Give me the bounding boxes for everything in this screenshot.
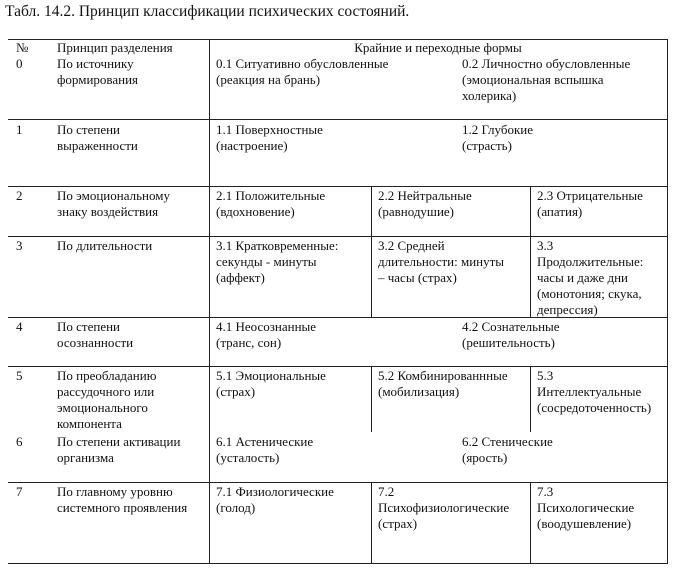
row-principle: По длительности (57, 238, 153, 253)
row-num: 4 (16, 319, 23, 334)
table-border-bottom (8, 563, 668, 564)
row-principle: По эмоциональному знаку воздействия (57, 188, 170, 219)
row-num: 2 (16, 188, 23, 203)
form-cell: 3.1 Кратковременные: секунды - минуты (аффект) (216, 238, 339, 285)
form-cell: 2.3 Отрицательные (апатия) (537, 188, 643, 219)
table-title: Табл. 14.2. Принцип классификации психических состояний. (5, 3, 410, 20)
row-principle: По степени активации организма (57, 434, 181, 465)
form-cell: 1.2 Глубокие (страсть) (462, 122, 534, 153)
form-cell: 1.1 Поверхностные (настроение) (216, 122, 323, 153)
form-cell: 7.2 Психофизиологические (страх) (378, 484, 510, 531)
row-num: 1 (16, 122, 23, 137)
form-cell: 7.3 Психологические (воодушевление) (537, 484, 635, 531)
form-cell: 0.2 Личностно обусловленные (эмоциональная вспышка холерика) (462, 56, 631, 103)
column-divider (209, 39, 210, 564)
form-cell: 6.2 Стенические (ярость) (462, 434, 553, 465)
row-num: 0 (16, 56, 23, 71)
column-divider (371, 482, 372, 563)
row-principle: По степени выраженности (57, 122, 138, 153)
row-num: 7 (16, 484, 23, 499)
row-divider (8, 236, 668, 237)
row-principle: По источнику формирования (57, 56, 139, 87)
row-num: 3 (16, 238, 23, 253)
form-cell: 5.2 Комбинированнные (мобилизация) (378, 368, 508, 399)
form-cell: 6.1 Астенические (усталость) (216, 434, 314, 465)
form-cell: 4.2 Сознательные (решительность) (462, 319, 560, 350)
row-num: 5 (16, 368, 23, 383)
form-cell: 5.3 Интеллектуальные (сосредоточенность) (537, 368, 652, 415)
column-divider (371, 186, 372, 317)
row-principle: По преобладанию рассудочного или эмоционального компонента (57, 368, 157, 431)
form-cell: 4.1 Неосознанные (транс, сон) (216, 319, 317, 350)
header-forms: Крайние и переходные формы (354, 40, 522, 55)
row-principle: По степени осознанности (57, 319, 134, 350)
row-divider (8, 186, 668, 187)
form-cell: 2.1 Положительные (вдохновение) (216, 188, 326, 219)
form-cell: 3.3 Продолжительные: часы и даже дни (монотония; скука, депрессия) (537, 238, 644, 317)
form-cell: 2.2 Нейтральные (равнодушие) (378, 188, 472, 219)
row-divider (8, 119, 668, 120)
table-border-right (667, 39, 668, 564)
form-cell: 3.2 Средней длительности: минуты – часы (страх) (378, 238, 505, 285)
form-cell: 5.1 Эмоциональные (страх) (216, 368, 326, 399)
row-num: 6 (16, 434, 23, 449)
row-divider (8, 366, 668, 367)
row-divider (8, 482, 668, 483)
column-divider (530, 482, 531, 563)
form-cell: 7.1 Физиологические (голод) (216, 484, 334, 515)
form-cell: 0.1 Ситуативно обусловленные (реакция на брань) (216, 56, 389, 87)
column-divider (530, 366, 531, 432)
header-num: № (16, 40, 29, 55)
column-divider (530, 186, 531, 317)
column-divider (371, 366, 372, 432)
row-principle: По главному уровню системного проявления (57, 484, 188, 515)
header-principle: Принцип разделения (57, 40, 173, 55)
